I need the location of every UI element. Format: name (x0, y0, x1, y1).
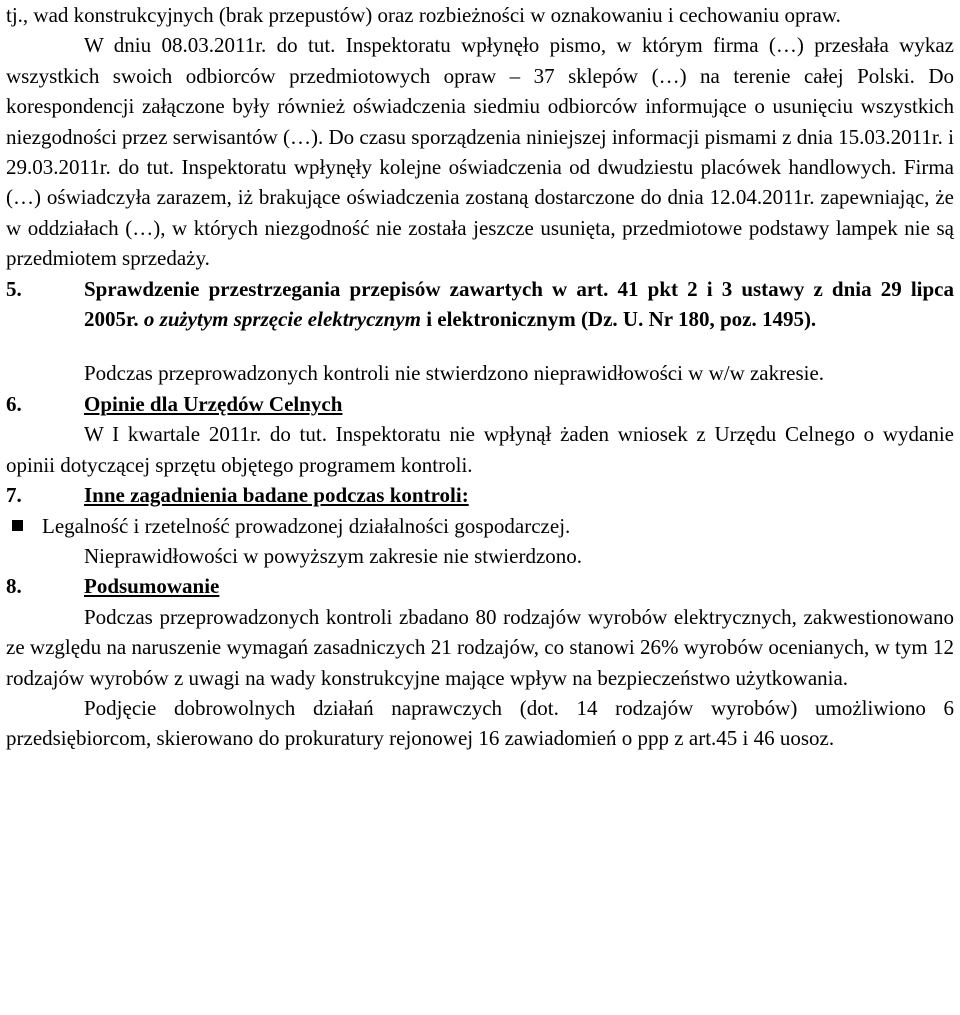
section-8-number: 8. (6, 574, 22, 599)
section-7-body: Nieprawidłowości w powyższym zakresie nie stwierdzono. (84, 543, 583, 568)
section-6-body: W I kwartale 2011r. do tut. Inspektoratu nie wpłynął żaden wniosek z Urzędu Celnego o wydanie opinii dotyczącej sprzętu objętego programem kontroli. (6, 422, 954, 477)
section-7-number: 7. (6, 483, 22, 508)
correspondence-paragraph: W dniu 08.03.2011r. do tut. Inspektoratu wpłynęło pismo, w którym firma (…) przesłała wykaz wszystkich swoich odbiorców przedmiotowych opraw – 37 sklepów (…) na terenie całej Polski. Do korespondencji załączone były również oświadczenia siedmiu odbiorców informujące o usunięciu wszystkich niezgodności przez serwisantów (…). Do czasu sporządzenia niniejszej informacji pismami z dnia 15.03.2011r. i 29.03.2011r. do tut. Inspektoratu wpłynęły kolejne oświadczenia od dwudziestu placówek handlowych. Firma (…) oświadczyła zarazem, iż brakujące oświadczenia zostaną dostarczone do dnia 12.04.2011r. zapewniając, że w oddziałach (…), w których niezgodność nie została jeszcze usunięta, przedmiotowe podstawy lampek nie są przedmiotem sprzedaży. (6, 33, 955, 271)
section-6-heading (6, 389, 954, 419)
section-6-number: 6. (6, 391, 22, 416)
section-7-heading (6, 480, 954, 510)
section-7-bullet-text: Legalność i rzetelność prowadzonej działalności gospodarczej. (42, 513, 571, 538)
section-5-title-main: Sprawdzenie przestrzegania przepisów zawartych w art. 41 pkt 2 i 3 ustawy z dnia 29 lipca 2005r. (84, 276, 954, 332)
section-6-title: Opinie dla Urzędów Celnych (84, 391, 343, 416)
section-5-title (84, 274, 954, 335)
section-5-body: Podczas przeprowadzonych kontroli nie stwierdzono nieprawidłowości w w/w zakresie. (84, 361, 825, 386)
section-8-title: Podsumowanie (84, 574, 220, 599)
section-7-bullet-item (6, 511, 954, 541)
section-5-heading (6, 274, 954, 335)
section-8-heading (6, 571, 954, 601)
section-7-title: Inne zagadnienia badane podczas kontroli: (84, 483, 469, 508)
section-5-number: 5. (6, 276, 22, 301)
section-5-title-italic: o zużytym sprzęcie elektrycznym (143, 307, 421, 332)
section-5-title-tail: i elektronicznym (Dz. U. Nr 180, poz. 1495). (426, 307, 817, 332)
intro-paragraph: tj., wad konstrukcyjnych (brak przepustów) oraz rozbieżności w oznakowaniu i cechowaniu opraw. (6, 3, 841, 27)
section-8-body-1: Podczas przeprowadzonych kontroli zbadano 80 rodzajów wyrobów elektrycznych, zakwestionowano ze względu na naruszenie wymagań zasadniczych 21 rodzajów, co stanowi 26% wyrobów ocenianych, w tym 12 rodzajów wyrobów z uwagi na wady konstrukcyjne mające wpływ na bezpieczeństwo użytkowania. (6, 604, 954, 690)
section-8-body-2: Podjęcie dobrowolnych działań naprawczych (dot. 14 rodzajów wyrobów) umożliwiono 6 przedsiębiorcom, skierowano do prokuratury rejonowej 16 zawiadomień o ppp z art.45 i 46 uosoz. (6, 695, 954, 751)
square-bullet-icon (12, 520, 23, 531)
document-page (6, 0, 954, 754)
